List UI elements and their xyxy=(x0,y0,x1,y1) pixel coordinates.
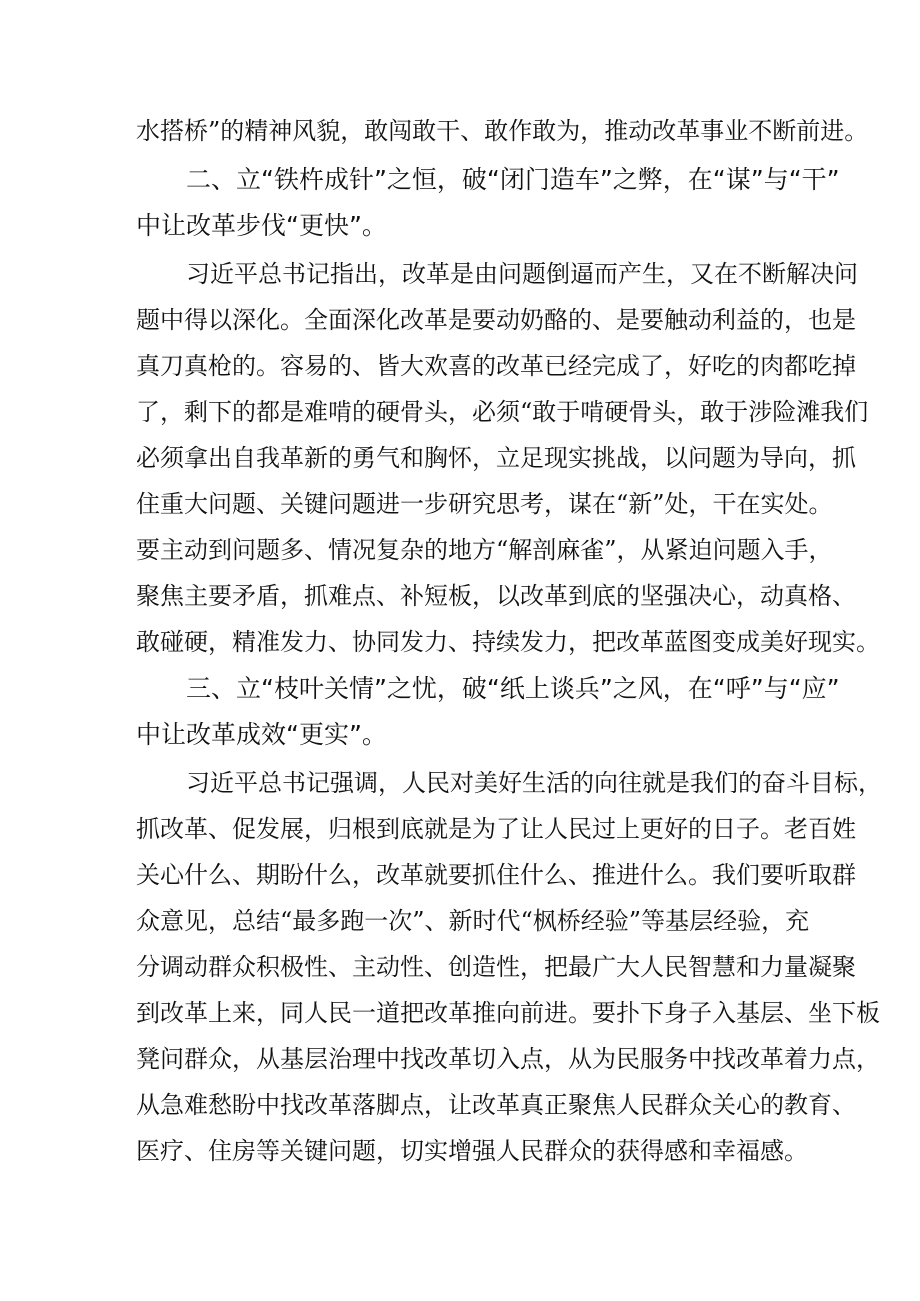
body-text-line: 关心什么、期盼什么，改革就要抓住什么、推进什么。我们要听取群 xyxy=(136,861,856,889)
body-text-line: 医疗、住房等关键问题，切实增强人民群众的获得感和幸福感。 xyxy=(136,1137,808,1165)
section-heading-2-cont: 中让改革步伐“更快”。 xyxy=(136,211,387,240)
section-heading-3-cont: 中让改革成效“更实”。 xyxy=(136,720,387,749)
body-text-line: 凳问群众，从基层治理中找改革切入点，从为民服务中找改革着力点， xyxy=(136,1045,880,1073)
body-text-line: 敢碰硬，精准发力、协同发力、持续发力，把改革蓝图变成美好现实。 xyxy=(136,628,880,656)
body-text-line: 习近平总书记强调，人民对美好生活的向往就是我们的奋斗目标， xyxy=(186,769,882,797)
body-text-line: 众意见，总结“最多跑一次”、新时代“枫桥经验”等基层经验，充 xyxy=(136,907,810,935)
body-text-line: 从急难愁盼中找改革落脚点，让改革真正聚焦人民群众关心的教育、 xyxy=(136,1091,856,1119)
body-text-line: 必须拿出自我革新的勇气和胸怀，立足现实挑战，以问题为导向，抓 xyxy=(136,444,856,472)
body-text-line: 习近平总书记指出，改革是由问题倒逼而产生，又在不断解决问 xyxy=(186,260,858,288)
body-text-line: 聚焦主要矛盾，抓难点、补短板，以改革到底的坚强决心，动真格、 xyxy=(136,582,856,610)
body-text-line: 到改革上来，同人民一道把改革推向前进。要扑下身子入基层、坐下板 xyxy=(136,999,880,1027)
body-text-line: 水搭桥”的精神风貌，敢闯敢干、敢作敢为，推动改革事业不断前进。 xyxy=(136,117,869,145)
body-text-line: 要主动到问题多、情况复杂的地方“解剖麻雀”，从紧迫问题入手， xyxy=(136,536,833,564)
body-text-line: 住重大问题、关键问题进一步研究思考，谋在“新”处，干在实处。 xyxy=(136,490,833,518)
body-text-line: 分调动群众积极性、主动性、创造性，把最广大人民智慧和力量凝聚 xyxy=(136,953,856,981)
section-heading-3: 三、立“枝叶关情”之忧，破“纸上谈兵”之风，在“呼”与“应” xyxy=(186,674,840,703)
body-text-line: 题中得以深化。全面深化改革是要动奶酪的、是要触动利益的，也是 xyxy=(136,306,856,334)
body-text-line: 了，剩下的都是难啃的硬骨头，必须“敢于啃硬骨头，敢于涉险滩我们 xyxy=(136,398,869,426)
section-heading-2: 二、立“铁杵成针”之恒，破“闭门造车”之弊，在“谋”与“干” xyxy=(186,165,840,194)
body-text-line: 抓改革、促发展，归根到底就是为了让人民过上更好的日子。老百姓 xyxy=(136,815,856,843)
body-text-line: 真刀真枪的。容易的、皆大欢喜的改革已经完成了，好吃的肉都吃掉 xyxy=(136,352,856,380)
